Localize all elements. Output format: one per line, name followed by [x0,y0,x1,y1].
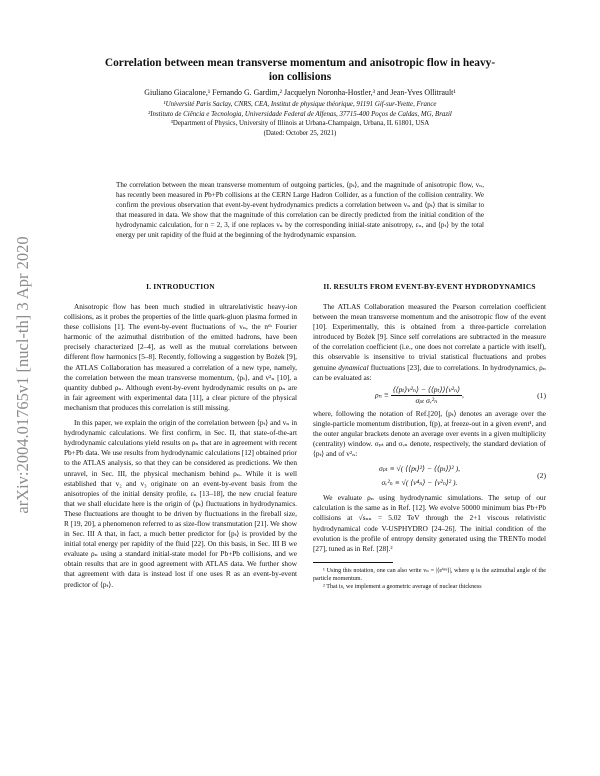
equation-1: ρₙ ≡ $\frac{\text{⟨⟨pₜ⟩v²ₙ⟩ − ⟨⟨pₜ⟩⟩⟨v²ₙ⟩}}{\text{σₚₜ σᵥ²ₙ}}$ , (1) [375,385,546,406]
results-paragraph-1: The ATLAS Collaboration measured the Pearson correlation coefficient between the mean transverse momentum and the anisotropic flow of the event [10]. Experimentally, this is obtained from a three-particle correlation introduced by Bożek [9]. Since self correlations are subtracted in the measure of the correlation coefficient (i.e., one does not correlate a particle with itself), this observable is insensitive to trivial statistical fluctuations and probes genuine dynamical fluctuations [23], due to correlations. In hydrodynamics, ρₙ can be evaluated as: [313,302,546,382]
affiliation-3: ³Department of Physics, University of Illinois at Urbana-Champaign, Urbana, IL 61801, USA [170,120,430,127]
footnote-1: ¹ Using this notation, one can also write vₙ = |⟨eⁱⁿᵠ⟩|, where φ is the azimuthal angle of the particle momentum. [313,567,546,582]
intro-paragraph-2: In this paper, we explain the origin of the correlation between ⟨pₜ⟩ and vₙ in hydrodynamic calculations. We first confirm, in Sec. II, that state-of-the-art hydrodynamic calculations yield results on ρₙ that are in agreement with recent Pb+Pb data. We use results from hydrodynamic calculations [12] obtained prior to the ATLAS analysis, so that they can be considered as predictions. We then unravel, in Sec. III, the physical mechanism behind ρₙ. While it is well established that v₂ and v₃ originate on an event-by-event basis from the anisotropies of the initial density profile, εₙ [13–18], the new crucial feature that we shall elucidate here is the origin of ⟨pₜ⟩ fluctuations in hydrodynamics. These fluctuations are thought to be driven by fluctuations in the fireball size, R [19, 20], a phenomenon referred to as size-flow transmutation [21]. We show in Sec. III A that, in fact, a much better predictor for ⟨pₜ⟩ is provided by the initial total energy per rapidity of the fluid [22]. On this basis, in Sec. III B we evaluate ρₙ using a standard initial-state model for Pb+Pb collisions, and we obtain results that are in good agreement with ATLAS data. We further show that agreement with data is instead lost if one uses R as an event-by-event predictor of ⟨pₜ⟩. [64,418,297,589]
right-column [313,282,546,591]
section-2-heading: II. RESULTS FROM EVENT-BY-EVENT HYDRODYNAMICS [323,282,536,291]
eq1-denominator: σₚₜ σᵥ²ₙ [415,396,438,406]
eq1-fraction [391,385,462,406]
author-list: Giuliano Giacalone,¹ Fernando G. Gardim,² Jacquelyn Noronha-Hostler,³ and Jean-Yves Ollitrault¹ [144,88,456,97]
affiliation-2: ²Instituto de Ciência e Tecnologia, Universidade Federal de Alfenas, 37715-400 Poços de Caldas, MG, Brazil [148,110,452,118]
affiliation-1: ¹Université Paris Saclay, CNRS, CEA, Institut de physique théorique, 91191 Gif-sur-Yvette, France [163,101,437,108]
intro-paragraph-1: Anisotropic flow has been much studied in ultrarelativistic heavy-ion collisions, as it probes the properties of the little quark-gluon plasma formed in these collisions [1]. The event-by-event fluctuations of vₙ, the nᵗʰ Fourier harmonic of the azimuthal distribution of the emitted hadrons, have been precisely characterized [2–4], as well as the mutual correlations between different flow harmonics [5–8]. Recently, following a suggestion by Bożek [9], the ATLAS Collaboration has measured a correlation of a new type, namely, the correlation between the mean transverse momentum, ⟨pₜ⟩, and v²ₙ [10], a quantity dubbed ρₙ. Although event-by-event hydrodynamic results on ρₙ are in fair agreement with experimental data [11], a clear picture of the physical mechanism that produces this correlation is still missing. [64,302,297,412]
left-column [64,282,297,590]
abstract: The correlation between the mean transverse momentum of outgoing particles, ⟨pₜ⟩, and the magnitude of anisotropic flow, vₙ, has recently been measured in Pb+Pb collisions at the CERN Large Hadron Collider, as a function of the collision centrality. We confirm the previous observation that event-by-event hydrodynamics predicts a correlation between vₙ and ⟨pₜ⟩ that is similar to that measured in data. We show that the magnitude of this correlation can be directly predicted from the initial condition of the hydrodynamic calculation, for n = 2, 3, if one replaces vₙ by the corresponding initial-state anisotropy, εₙ, and ⟨pₜ⟩ by the total energy per unit rapidity of the fluid at the beginning of the hydrodynamic expansion. [116,181,484,240]
eq1-number: (1) [537,390,546,400]
arxiv-id: arXiv:2004.01765v1 [nucl-th] 3 Apr 2020 [13,236,32,514]
arxiv-watermark [3,155,43,595]
eq2-line-1: σₚₜ ≡ √( ⟨⟨pₜ⟩²⟩ − ⟨⟨pₜ⟩⟩² ), [378,464,460,474]
results-paragraph-2: where, following the notation of Ref.[20], ⟨pₜ⟩ denotes an average over the single-particle momentum distribution, f(p), at freeze-out in a given event¹, and the outer angular brackets denote an average over events in a given multiplicity (centrality) window. σₚₜ and σᵥₙ denote, respectively, the standard deviation of ⟨pₜ⟩ and of v²ₙ: [313,408,546,459]
eq2-number: (2) [537,471,546,481]
dated: (Dated: October 25, 2021) [263,129,337,137]
eq1-lhs: ρₙ ≡ [375,390,389,400]
footnote-rule [313,562,393,563]
eq2-line-2: σᵥ²ₙ ≡ √( ⟨v⁴ₙ⟩ − ⟨v²ₙ⟩² ). [381,478,458,488]
footnote-2: ² That is, we implement a geometric average of nuclear thickness [323,583,482,590]
eq1-numerator: ⟨⟨pₜ⟩v²ₙ⟩ − ⟨⟨pₜ⟩⟩⟨v²ₙ⟩ [391,385,462,396]
affiliations [60,100,540,138]
paper-title: Correlation between mean transverse momentum and anisotropic flow in heavy-ion collisions [104,57,496,83]
equation-2 [313,459,546,493]
section-1-heading: I. INTRODUCTION [146,282,215,291]
results-paragraph-3: We evaluate ρₙ using hydrodynamic simulations. The setup of our calculation is the same as in Ref. [12]. We evolve 50000 minimum bias Pb+Pb collisions at √sₙₙ = 5.02 TeV through the 2+1 viscous relativistic hydrodynamical code V-USPHYDRO [24–26]. The initial condition of the evolution is the profile of entropy density generated using the TRENTo model [27], tuned as in Ref. [28].² [313,493,546,553]
